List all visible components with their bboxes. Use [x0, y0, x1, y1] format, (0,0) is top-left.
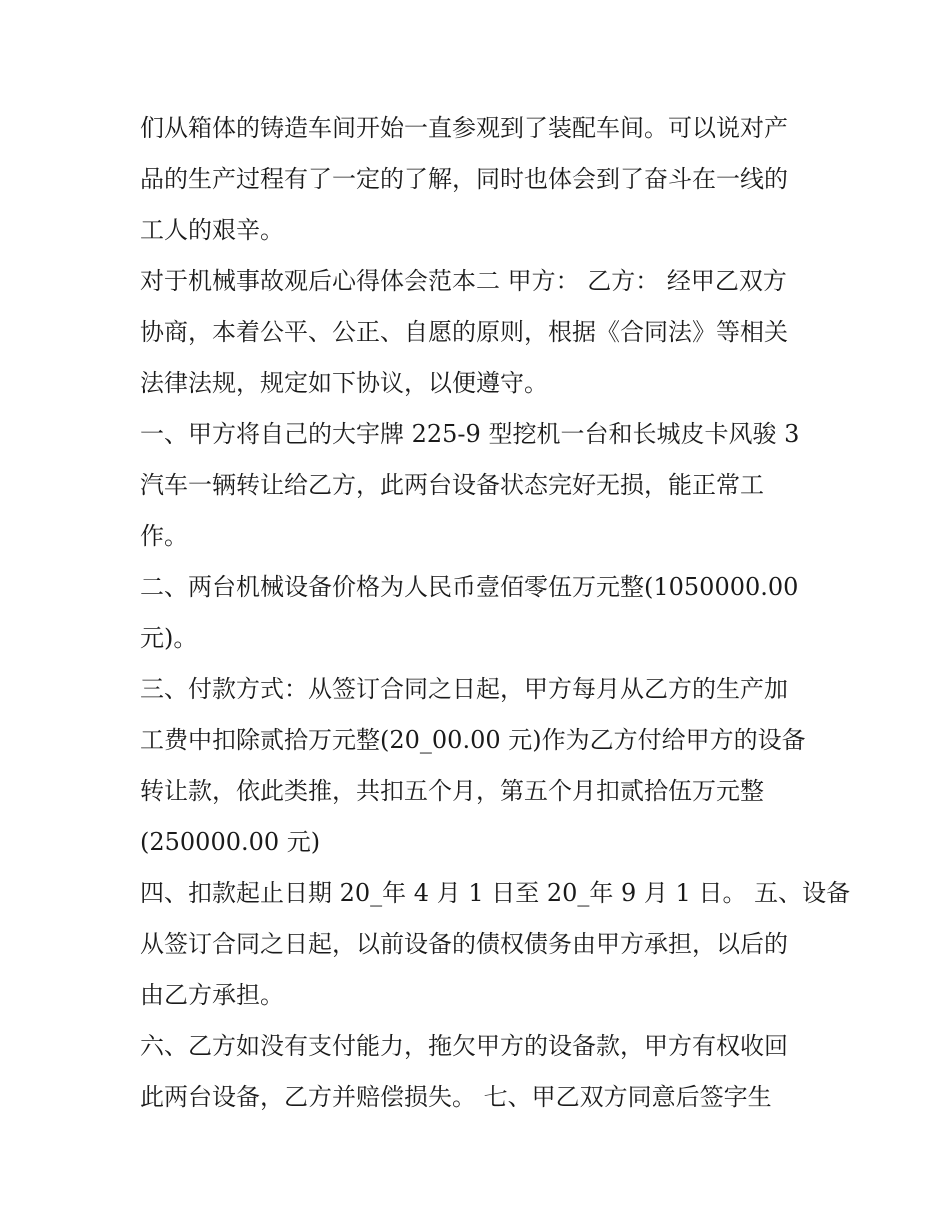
text-line: 工费中扣除贰拾万元整(20_00.00 元)作为乙方付给甲方的设备 [140, 726, 806, 754]
text-line: 工人的艰辛。 [140, 216, 284, 244]
text-line: 三、付款方式：从签订合同之日起，甲方每月从乙方的生产加 [140, 675, 788, 703]
text-line: 们从箱体的铸造车间开始一直参观到了装配车间。可以说对产 [140, 114, 788, 142]
text-line: 转让款，依此类推，共扣五个月，第五个月扣贰拾伍万元整 [140, 777, 764, 805]
text-line: 一、甲方将自己的大宇牌 225-9 型挖机一台和长城皮卡风骏 3 [140, 420, 800, 448]
text-line: 二、两台机械设备价格为人民币壹佰零伍万元整(1050000.00 [140, 573, 799, 601]
text-line: (250000.00 元) [140, 828, 321, 856]
text-line: 协商，本着公平、公正、自愿的原则，根据《合同法》等相关 [140, 318, 788, 346]
text-line: 元)。 [140, 624, 198, 652]
text-line: 此两台设备，乙方并赔偿损失。 七、甲乙双方同意后签字生 [140, 1083, 772, 1111]
text-line: 作。 [140, 522, 188, 550]
text-line: 四、扣款起止日期 20_年 4 月 1 日至 20_年 9 月 1 日。 五、设备 [140, 879, 851, 907]
text-line: 由乙方承担。 [140, 981, 284, 1009]
text-line: 对于机械事故观后心得体会范本二 甲方： 乙方： 经甲乙双方 [140, 267, 787, 295]
text-line: 法律法规，规定如下协议，以便遵守。 [140, 369, 548, 397]
text-line: 汽车一辆转让给乙方，此两台设备状态完好无损，能正常工 [140, 471, 764, 499]
text-line: 品的生产过程有了一定的了解，同时也体会到了奋斗在一线的 [140, 165, 788, 193]
text-line: 从签订合同之日起，以前设备的债权债务由甲方承担，以后的 [140, 930, 788, 958]
text-line: 六、乙方如没有支付能力，拖欠甲方的设备款，甲方有权收回 [140, 1032, 788, 1060]
